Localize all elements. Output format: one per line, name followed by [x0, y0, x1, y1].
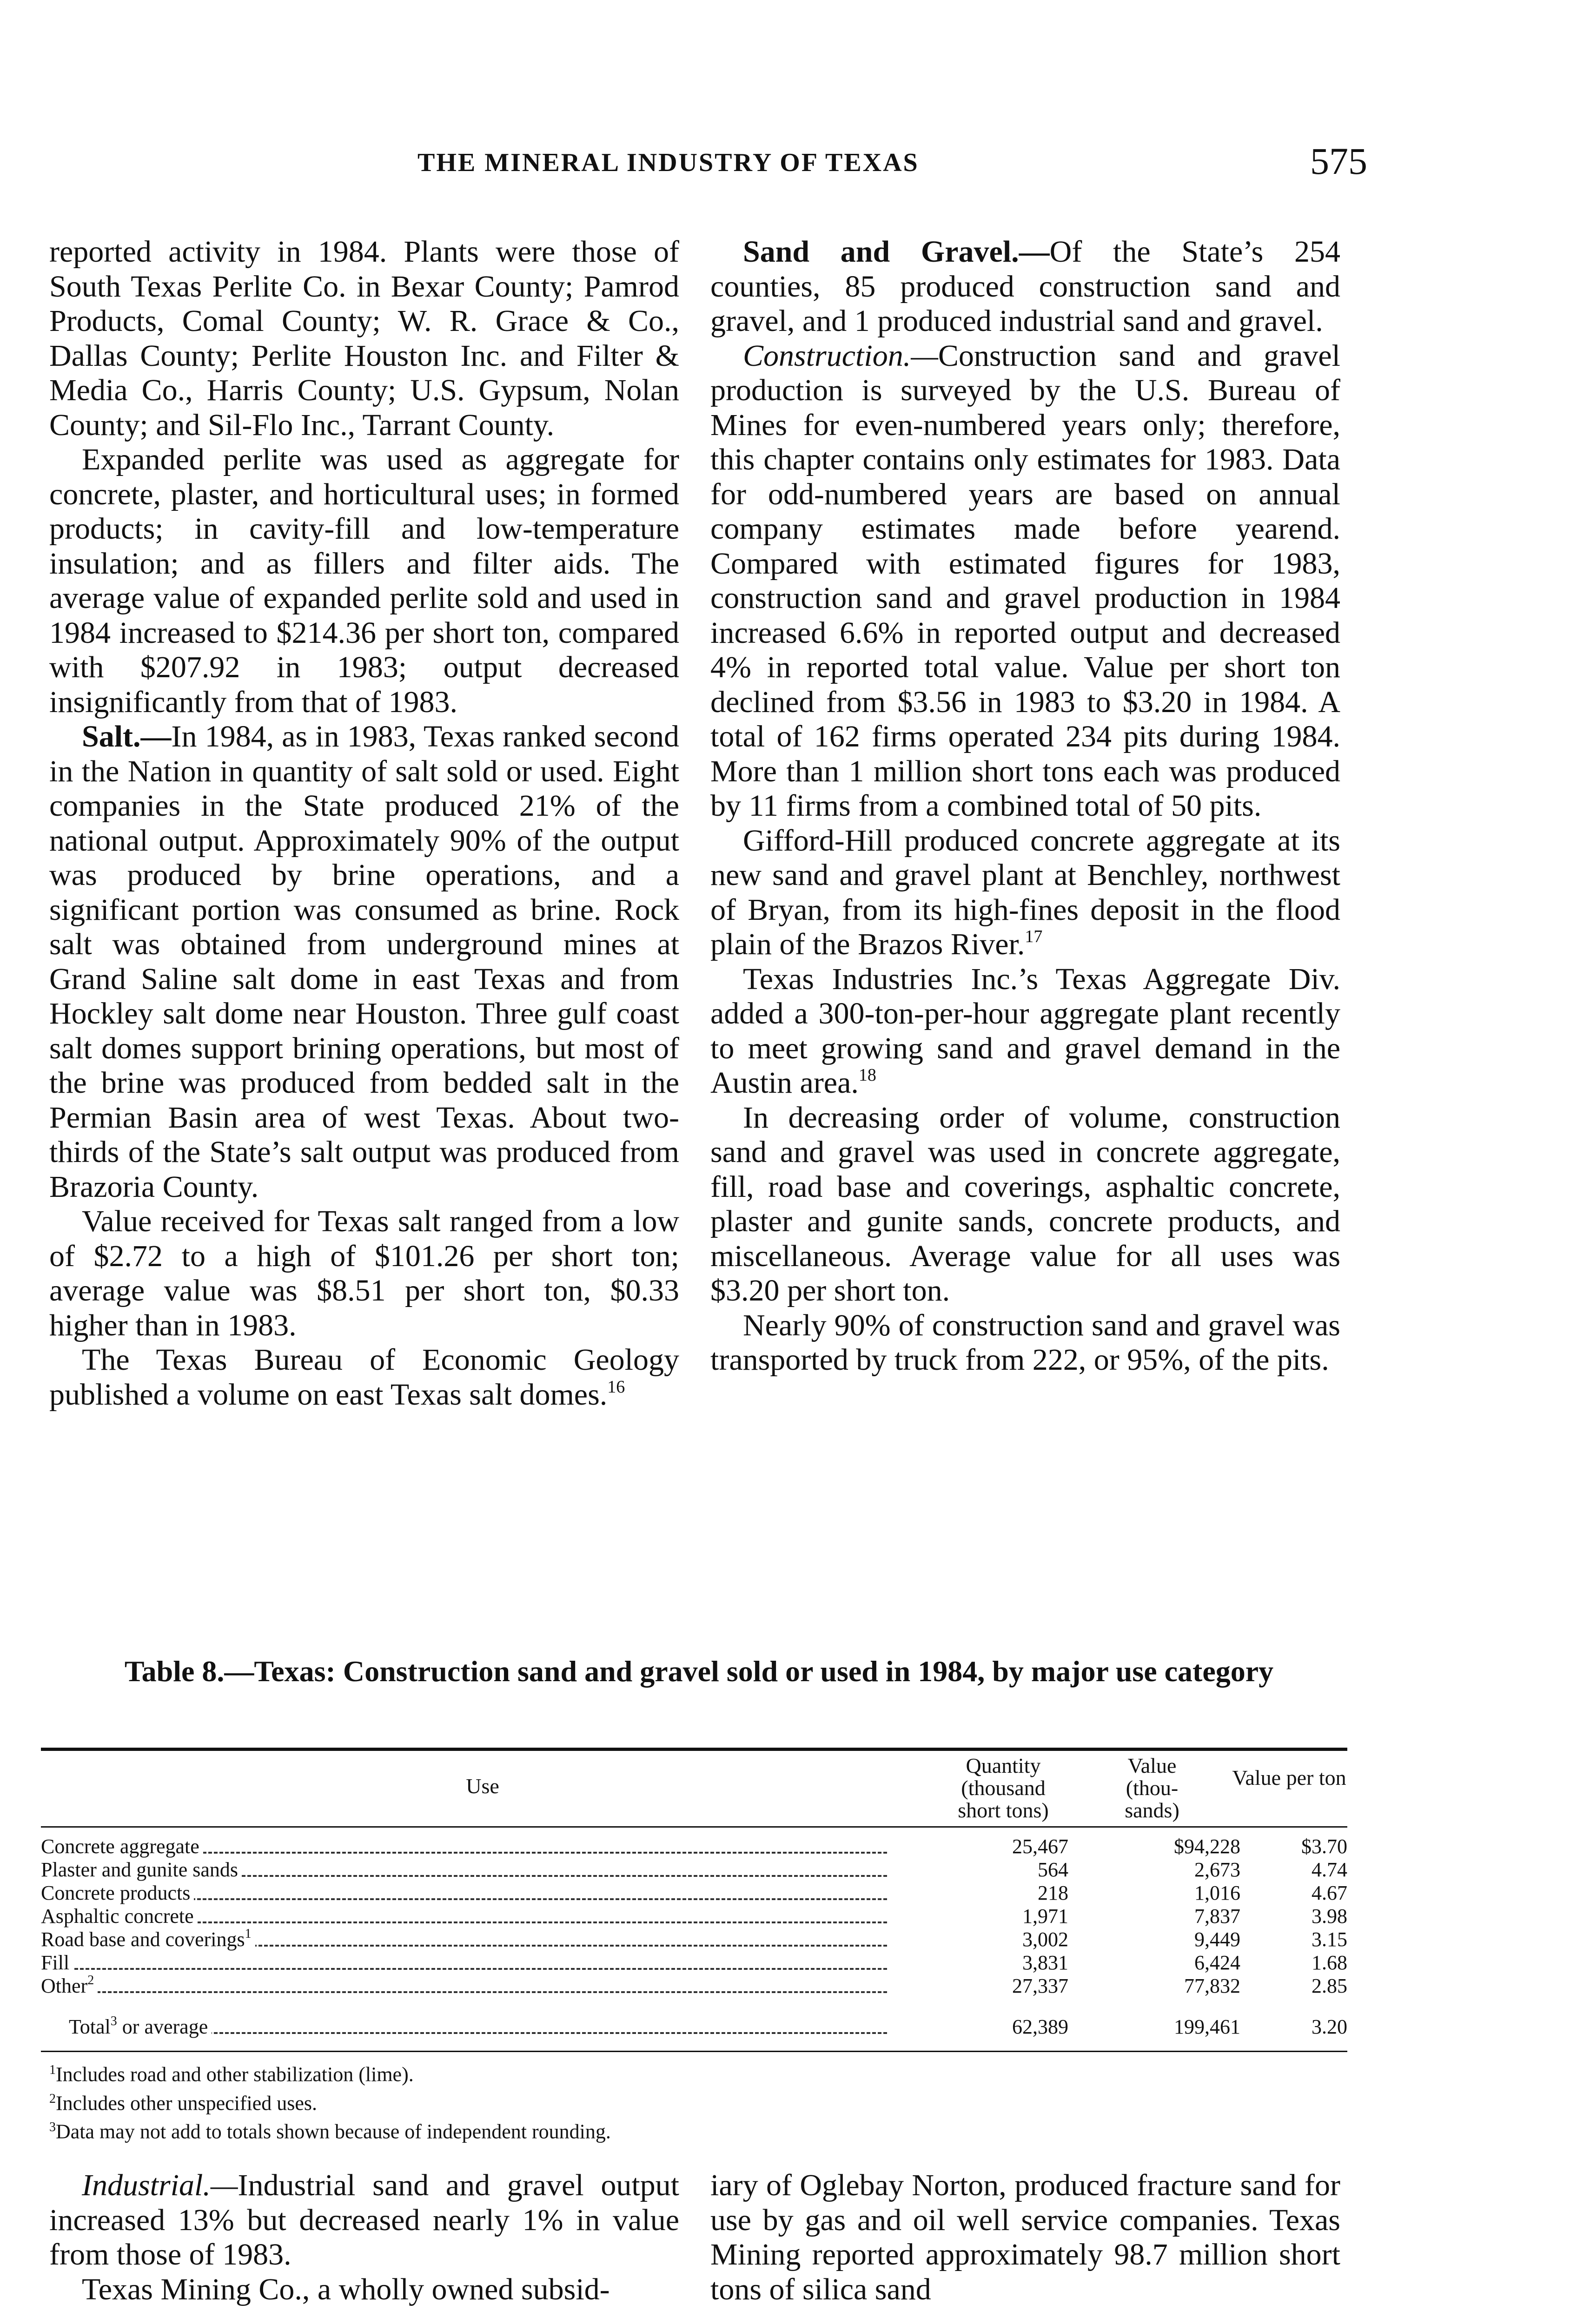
right-column-bottom: [710, 2168, 1340, 2307]
paragraph: Texas Mining Co., a wholly owned subsid-: [82, 2272, 610, 2306]
subsection-heading-industrial: Industrial.—: [82, 2168, 238, 2202]
right-column-top: [710, 235, 1340, 1378]
cell-value-per-ton: 3.98: [1312, 1905, 1347, 1928]
cell-quantity: 218: [1038, 1882, 1068, 1904]
cell-value-per-ton: 4.67: [1312, 1882, 1347, 1904]
cell-quantity: 3,002: [1022, 1928, 1068, 1951]
footnote-ref: 2: [87, 1974, 94, 1987]
cell-value: 2,673: [1194, 1858, 1240, 1881]
cell-value-per-ton: 3.20: [1312, 2015, 1347, 2038]
cell-quantity: 62,389: [1012, 2015, 1068, 2038]
paragraph-text: The Texas Bureau of Economic Geology published a volume on east Texas salt domes.: [49, 1343, 679, 1412]
paragraph: [710, 824, 1340, 962]
paragraph-text: In 1984, as in 1983, Texas ranked second in the Nation in quantity of salt sold or used. Eight companies in the State produced 21% of the national output. Approximately 90% of the output was produced by brine operations, and a significant portion was consumed as brine. Rock salt was obtained from underground mines at Grand Saline salt dome in east Texas and from Hockley salt dome near Houston. Three gulf coast salt domes support brining operations, but most of the brine was produced from bedded salt in the Permian Basin area of west Texas. About two-thirds of the State’s salt output was produced from Brazoria County.: [49, 720, 679, 1204]
table-row: [41, 1835, 1347, 1858]
section-heading-sand-gravel: Sand and Gravel.—: [743, 235, 1050, 269]
table-footnotes: [49, 2058, 611, 2144]
footnote-ref: 17: [1025, 927, 1043, 946]
cell-use: [41, 1858, 887, 1882]
cell-value-per-ton: 1.68: [1312, 1951, 1347, 1974]
cell-value: 199,461: [1174, 2015, 1240, 2038]
cell-use: [41, 1905, 887, 1928]
cell-use: [41, 1882, 887, 1905]
paragraph-salt: [49, 720, 679, 1204]
paragraph-text: Gifford-Hill produced concrete aggregate at its new sand and gravel plant at Benchley, northwest of Bryan, from its high-fines deposit in the flood plain of the Brazos River.: [710, 823, 1340, 961]
left-column-bottom: [49, 2168, 679, 2307]
cell-value: $94,228: [1174, 1835, 1240, 1858]
paragraph-industrial: [49, 2168, 679, 2272]
cell-quantity: 27,337: [1012, 1974, 1068, 1997]
paragraph: [49, 1343, 679, 1412]
subsection-heading-construction: Construction.—: [743, 338, 938, 373]
table-bottom-rule: [41, 2051, 1347, 2052]
total-label: Total$^3$ or average: [41, 2015, 212, 2038]
column-header-use: Use: [466, 1774, 499, 1798]
left-column-top: [49, 235, 679, 1412]
use-label: Concrete products: [41, 1882, 194, 1904]
running-head: THE MINERAL INDUSTRY OF TEXAS: [417, 148, 919, 177]
paragraph-construction: [710, 339, 1340, 824]
paragraph-text: Industrial sand and gravel output increased 13% but decreased nearly 1% in value from those of 1983.: [49, 2168, 679, 2271]
paragraph: In decreasing order of volume, construction sand and gravel was used in concrete aggregate, fill, road base and coverings, asphaltic concrete, plaster and gunite sands, concrete products, and miscellaneous. Average value for all uses was $3.20 per short ton.: [710, 1100, 1340, 1307]
table-body: [41, 1828, 1347, 2039]
cell-quantity: 1,971: [1022, 1905, 1068, 1928]
cell-quantity: 564: [1038, 1858, 1068, 1881]
data-table: [41, 1748, 1347, 2052]
cell-value-per-ton: 4.74: [1312, 1858, 1347, 1881]
use-label: Other$^2$: [41, 1974, 98, 1997]
paragraph-text: Of the State’s 254 counties, 85 produced construction sand and gravel, and 1 produced industrial sand and gravel.: [710, 235, 1340, 338]
table-row: [41, 1858, 1347, 1882]
cell-quantity: 25,467: [1012, 1835, 1068, 1858]
use-label: Concrete aggregate: [41, 1835, 203, 1858]
cell-value-per-ton: $3.70: [1301, 1835, 1347, 1858]
cell-use: [41, 1951, 887, 1974]
table-header: [41, 1751, 1347, 1826]
cell-use: [41, 2015, 887, 2039]
table-total-row: [41, 2015, 1347, 2039]
column-header-value-per-ton: Value per ton: [1232, 1766, 1346, 1789]
page-number: 575: [1310, 140, 1367, 182]
cell-value: 6,424: [1194, 1951, 1240, 1974]
table-row: [41, 1905, 1347, 1928]
column-header-quantity: Quantity (thousand short tons): [958, 1754, 1049, 1822]
cell-value-per-ton: 2.85: [1312, 1974, 1347, 1997]
use-label: Asphaltic concrete: [41, 1905, 198, 1928]
cell-value: 7,837: [1194, 1905, 1240, 1928]
footnote: $^1$Includes road and other stabilization (lime).: [49, 2063, 414, 2086]
paragraph: Nearly 90% of construction sand and gravel was transported by truck from 222, or 95%, of the pits.: [710, 1308, 1340, 1377]
cell-use: [41, 1928, 887, 1951]
cell-value: 9,449: [1194, 1928, 1240, 1951]
cell-value-per-ton: 3.15: [1312, 1928, 1347, 1951]
cell-use: [41, 1974, 887, 1998]
paragraph: [710, 962, 1340, 1101]
cell-value: 77,832: [1184, 1974, 1240, 1997]
footnote-ref: 18: [858, 1065, 876, 1085]
table-row: [41, 1951, 1347, 1974]
paragraph: reported activity in 1984. Plants were those of South Texas Perlite Co. in Bexar County; Pamrod Products, Comal County; W. R. Grace & Co., Dallas County; Perlite Houston Inc. and Filter & Media Co., Harris County; U.S. Gypsum, Nolan County; and Sil-Flo Inc., Tarrant County.: [49, 235, 679, 442]
use-label: Road base and coverings$^1$: [41, 1928, 255, 1951]
paragraph-sand-gravel: [710, 235, 1340, 339]
cell-quantity: 3,831: [1022, 1951, 1068, 1974]
use-label: Plaster and gunite sands: [41, 1858, 242, 1881]
paragraph: iary of Oglebay Norton, produced fracture sand for use by gas and oil well service companies. Texas Mining reported approximately 98.7 million short tons of silica sand: [710, 2168, 1340, 2306]
table-row: [41, 1882, 1347, 1905]
footnote-ref: 16: [607, 1377, 625, 1397]
table-row: [41, 1928, 1347, 1951]
paragraph-text: Texas Industries Inc.’s Texas Aggregate Div. added a 300-ton-per-hour aggregate plant recently to meet growing sand and gravel demand in the Austin area.: [710, 962, 1340, 1100]
table-row: [41, 1974, 1347, 1998]
section-heading-salt: Salt.—: [82, 720, 172, 753]
cell-value: 1,016: [1194, 1882, 1240, 1904]
column-header-value: Value (thou- sands): [1125, 1754, 1179, 1822]
footnote: $^3$Data may not add to totals shown because of independent rounding.: [49, 2120, 611, 2143]
footnote: $^2$Includes other unspecified uses.: [49, 2091, 318, 2115]
table-title: Table 8.—Texas: Construction sand and gravel sold or used in 1984, by major use category: [124, 1655, 1274, 1688]
paragraph: Expanded perlite was used as aggregate for concrete, plaster, and horticultural uses; in formed products; in cavity-fill and low-temperature insulation; and as fillers and filter aids. The average value of expanded perlite sold and used in 1984 increased to $214.36 per short ton, compared with $207.92 in 1983; output decreased insignificantly from that of 1983.: [49, 442, 679, 719]
table-top-rule: [41, 1748, 1347, 1751]
paragraph: Value received for Texas salt ranged from a low of $2.72 to a high of $101.26 per short ton; average value was $8.51 per short ton, $0.33 higher than in 1983.: [49, 1204, 679, 1342]
footnote-ref: 3: [110, 2015, 117, 2028]
paragraph-text: Construction sand and gravel production is surveyed by the U.S. Bureau of Mines for even-numbered years only; therefore, this chapter contains only estimates for 1983. Data for odd-numbered years are based on annual company estimates made before yearend. Compared with estimated figures for 1983, construction sand and gravel production in 1984 increased 6.6% in reported output and decreased 4% in reported total value. Value per short ton declined from $3.56 in 1983 to $3.20 in 1984. A total of 162 firms operated 234 pits during 1984. More than 1 million short tons each was produced by 11 firms from a combined total of 50 pits.: [710, 338, 1340, 823]
cell-use: [41, 1835, 887, 1858]
footnote-ref: 1: [245, 1928, 252, 1941]
use-label: Fill: [41, 1951, 73, 1974]
